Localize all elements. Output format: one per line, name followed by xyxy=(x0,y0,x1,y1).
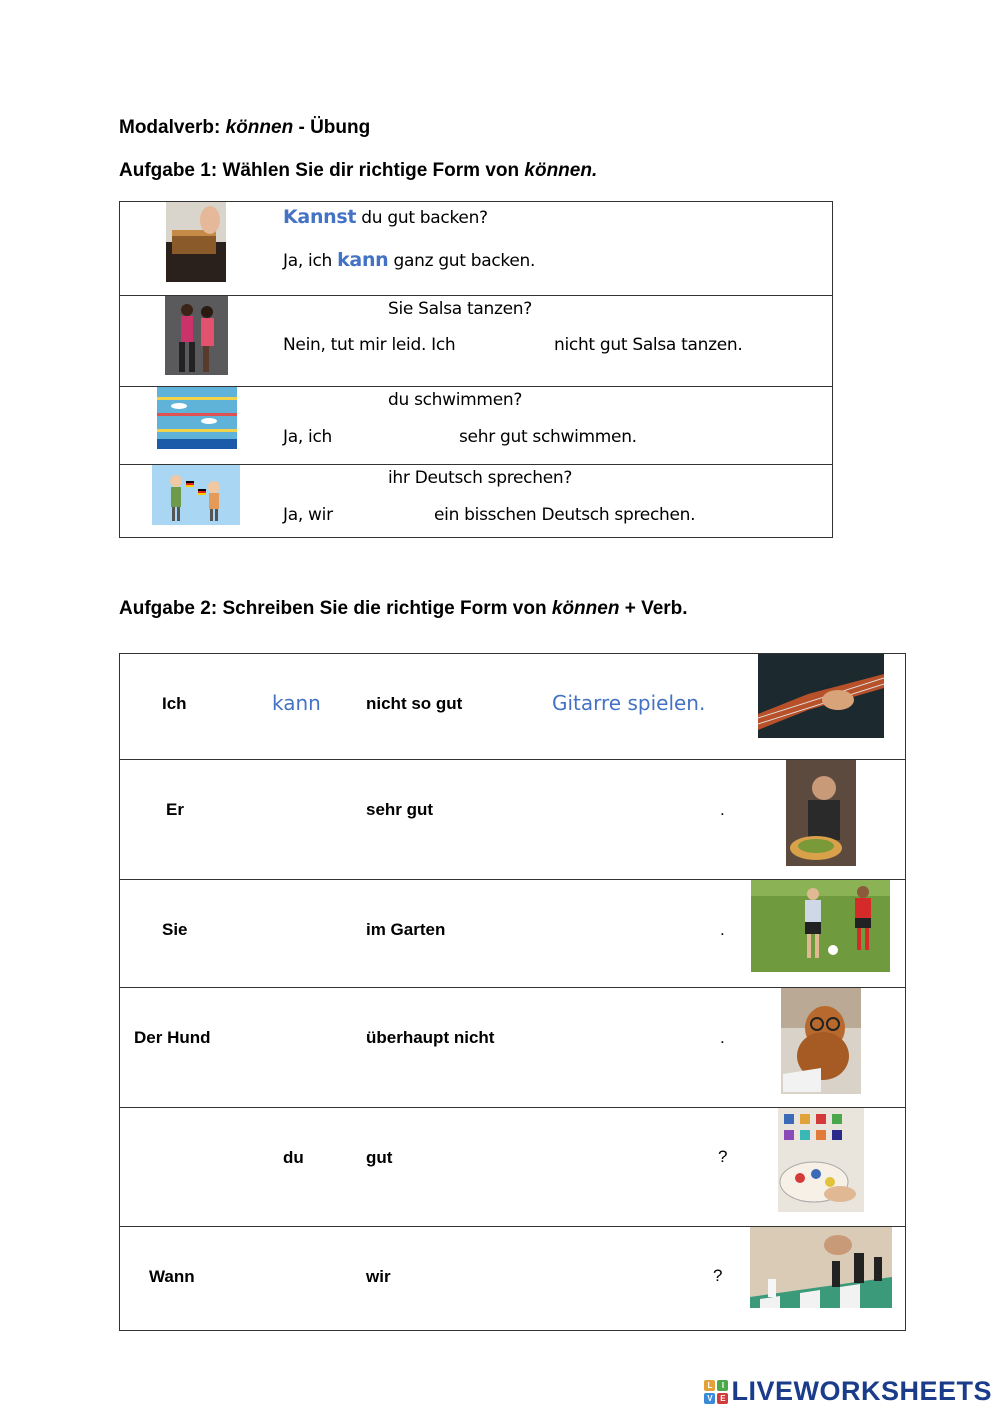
task1-question: ihr Deutsch sprechen? xyxy=(388,468,573,488)
task1-row xyxy=(120,295,832,386)
adverb: gut xyxy=(366,1148,393,1167)
sentence-end: ? xyxy=(713,1266,723,1285)
task1-answer: Ja, ich kann ganz gut backen. xyxy=(283,249,536,271)
task2-row xyxy=(120,879,905,987)
worksheet-title: Modalverb: können - Übung xyxy=(119,117,371,138)
sentence-end: . xyxy=(720,1028,725,1047)
adverb: im Garten xyxy=(366,920,446,939)
adverb: nicht so gut xyxy=(366,694,463,713)
task1-question: Sie Salsa tanzen? xyxy=(388,299,532,319)
dog-reading-image xyxy=(781,988,861,1094)
task2-row xyxy=(120,654,905,759)
swimming-image xyxy=(157,387,237,449)
answer-verb[interactable]: Gitarre spielen. xyxy=(552,691,706,715)
liveworksheets-logo xyxy=(704,1376,992,1407)
subject: Sie xyxy=(162,920,188,939)
adverb: überhaupt nicht xyxy=(366,1028,495,1047)
task1-row xyxy=(120,202,832,295)
salsa-dance-image xyxy=(165,296,228,375)
baking-image xyxy=(166,202,226,282)
logo-text: LIVEWORKSHEETS xyxy=(731,1376,992,1406)
task1-answer-start: Ja, wir xyxy=(283,505,333,525)
sentence-end: . xyxy=(720,800,725,819)
task1-heading: Aufgabe 1: Wählen Sie dir richtige Form von können. xyxy=(119,160,598,181)
adverb: wir xyxy=(366,1267,391,1286)
guitar-image xyxy=(758,654,884,738)
adverb: sehr gut xyxy=(366,800,434,819)
task1-question: du schwimmen? xyxy=(388,390,523,410)
task1-answer-end: nicht gut Salsa tanzen. xyxy=(554,335,743,355)
speaking-german-image xyxy=(152,465,240,525)
answer-kann[interactable]: kann xyxy=(337,249,389,271)
subject: Ich xyxy=(162,694,187,713)
task1-answer-start: Ja, ich xyxy=(283,427,332,447)
task1-table xyxy=(119,201,833,538)
subject: Er xyxy=(166,800,184,819)
painting-image xyxy=(778,1108,864,1212)
task2-row xyxy=(120,1226,905,1330)
pronoun: du xyxy=(283,1148,304,1167)
logo-mark-icon: L I V E xyxy=(704,1380,728,1404)
task1-answer-start: Nein, tut mir leid. Ich xyxy=(283,335,456,355)
sentence-end: ? xyxy=(718,1147,728,1166)
task1-question: Kannst du gut backen? xyxy=(283,206,488,228)
subject: Wann xyxy=(149,1267,195,1286)
task2-row xyxy=(120,1107,905,1226)
answer-kannst[interactable]: Kannst xyxy=(283,206,357,228)
subject: Der Hund xyxy=(134,1028,211,1047)
task1-answer-end: ein bisschen Deutsch sprechen. xyxy=(434,505,696,525)
task1-row xyxy=(120,386,832,464)
task2-row xyxy=(120,759,905,879)
sentence-end: . xyxy=(720,920,725,939)
task1-answer-end: sehr gut schwimmen. xyxy=(459,427,637,447)
football-image xyxy=(751,880,890,972)
task2-table xyxy=(119,653,906,1331)
task1-row xyxy=(120,464,832,537)
answer-modal[interactable]: kann xyxy=(272,691,321,715)
task2-heading: Aufgabe 2: Schreiben Sie die richtige Form von können + Verb. xyxy=(119,598,688,619)
task2-row xyxy=(120,987,905,1107)
cooking-image xyxy=(786,760,856,866)
chess-image xyxy=(750,1227,892,1308)
